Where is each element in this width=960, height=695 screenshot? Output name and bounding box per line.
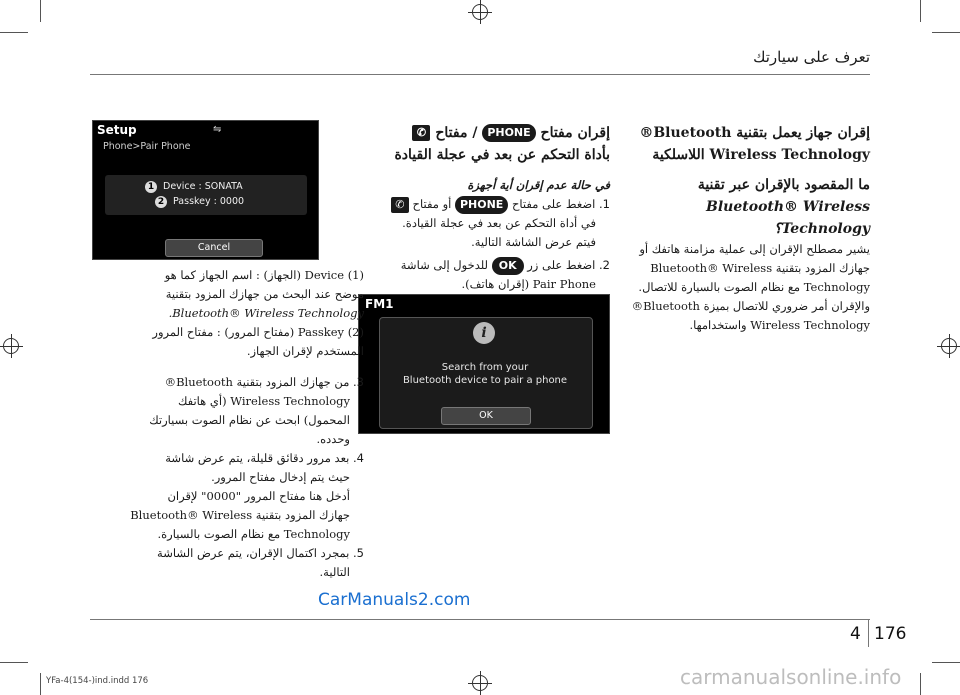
crop-mark [920,0,921,22]
step-1-line: 1. اضغط على مفتاح PHONE أو مفتاح ✆ [358,195,610,214]
chapter-number: 4 [850,624,861,644]
screen-path: Phone>Pair Phone [103,141,191,152]
step-4-line: 4. بعد مرور دقائق قليلة، يتم عرض شاشة [165,451,364,465]
step-4-line: أدخل هنا مفتاح المرور "0000" لإقران [167,489,350,503]
right-body-line: Wireless Technology واستخدامها. [689,318,870,332]
carmanualsonline-watermark: carmanualsonline.info [680,665,902,689]
right-body-line: جهازك المزود بتقنية Bluetooth® Wireless [650,261,870,275]
pair-search-screen [358,294,610,434]
marker-2-icon: 2 [155,196,167,208]
title-separator: / [472,125,478,141]
step-4-line: Technology مع نظام الصوت بالسيارة. [157,527,350,541]
footer-rule [90,619,870,620]
right-column [625,122,870,335]
step-2-line: Pair Phone (إقران هاتف). [461,277,596,291]
right-subtitle-line2: Bluetooth® Wireless Technology؟ [706,199,870,237]
registration-mark-icon [472,4,488,20]
note-line: موضح عند البحث من جهازك المزود بتقنية [165,287,364,301]
right-body-line: والإقران أمر ضروري للاتصال بميزة Bluetooth® [631,299,870,313]
left-column [92,266,364,582]
right-title-line1: إقران جهاز يعمل بتقنية Bluetooth® [639,125,870,141]
page-number: 176 [874,624,907,644]
info-icon: i [473,322,495,344]
note-line: المستخدم لإقران الجهاز. [246,344,364,358]
ok-button[interactable]: OK [441,407,531,425]
crop-mark [0,662,28,663]
crop-mark [932,32,960,33]
step-1-line: في أداة التحكم عن بعد في عجلة القيادة. [402,216,596,230]
step-3-line: وحدده. [316,432,350,446]
crop-mark [932,662,960,663]
file-slug: YFa-4(154-)ind.indd 176 [46,676,149,686]
crop-mark [0,32,28,33]
marker-1-icon: 1 [145,181,157,193]
crop-mark [40,673,41,695]
crop-mark [40,0,41,22]
note-line: Passkey (2) (مفتاح المرور) : مفتاح المرور [152,325,364,339]
passkey-value: Passkey : 0000 [173,196,245,207]
phone-key-icon: PHONE [455,196,508,214]
middle-subtitle: في حالة عدم إقران أية أجهزة [467,178,610,192]
pair-phone-screen [92,120,319,260]
note-line: Bluetooth® Wireless Technology. [168,306,364,320]
carmanuals-watermark: CarManuals2.com [318,590,471,610]
call-key-icon: ✆ [391,197,409,213]
step-4-line: حيث يتم إدخال مفتاح المرور. [211,470,350,484]
search-message: Search from your Bluetooth device to pair a phone [402,362,568,386]
device-name: Device : SONATA [163,181,243,192]
right-body-line: يشير مصطلح الإقران إلى عملية مزامنة هاتفك أو [639,242,870,256]
step-3-line: Wireless Technology (أي هاتفك [177,394,350,408]
right-subtitle-line1: ما المقصود بالإقران عبر تقنية [697,177,870,193]
right-body-line: Technology مع نظام الصوت بالسيارة للاتصال. [638,280,870,294]
step-1-line: فيتم عرض الشاشة التالية. [471,235,596,249]
title-tel-text: مفتاح [435,125,468,141]
call-key-icon: ✆ [412,125,430,141]
step-4-line: جهازك المزود بتقنية Bluetooth® Wireless [130,508,350,522]
step-3-line: 3. من جهازك المزود بتقنية Bluetooth® [164,375,364,389]
page-number-divider [868,619,869,647]
phone-key-icon: PHONE [482,124,535,142]
step-5-line: 5. بمجرد اكتمال الإقران، يتم عرض الشاشة [157,546,364,560]
registration-mark-icon [3,338,19,354]
middle-title-line1 [358,122,610,144]
title-phone-text: إقران مفتاح [540,125,610,141]
step-5-line: التالية. [319,565,350,579]
step-3-line: المحمول) ابحث عن نظام الصوت بسيارتك [149,413,350,427]
note-line: Device (1) (الجهاز) : اسم الجهاز كما هو [164,268,364,282]
middle-column [358,122,610,294]
ok-key-icon: OK [492,257,524,275]
bluetooth-icon: ⇋ [213,124,222,135]
right-title-line2: Wireless Technology اللاسلكية [652,147,870,163]
registration-mark-icon [941,338,957,354]
section-header: تعرف على سيارتك [753,48,870,66]
header-rule [90,74,870,75]
setup-title: Setup [97,123,137,137]
cancel-button[interactable]: Cancel [165,239,263,257]
step-2-line: 2. اضغط على زر OK للدخول إلى شاشة [358,256,610,275]
crop-mark [920,673,921,695]
middle-title-line2: بأداة التحكم عن بعد في عجلة القيادة [394,147,610,163]
registration-mark-icon [472,675,488,691]
band-label: FM1 [365,297,394,311]
